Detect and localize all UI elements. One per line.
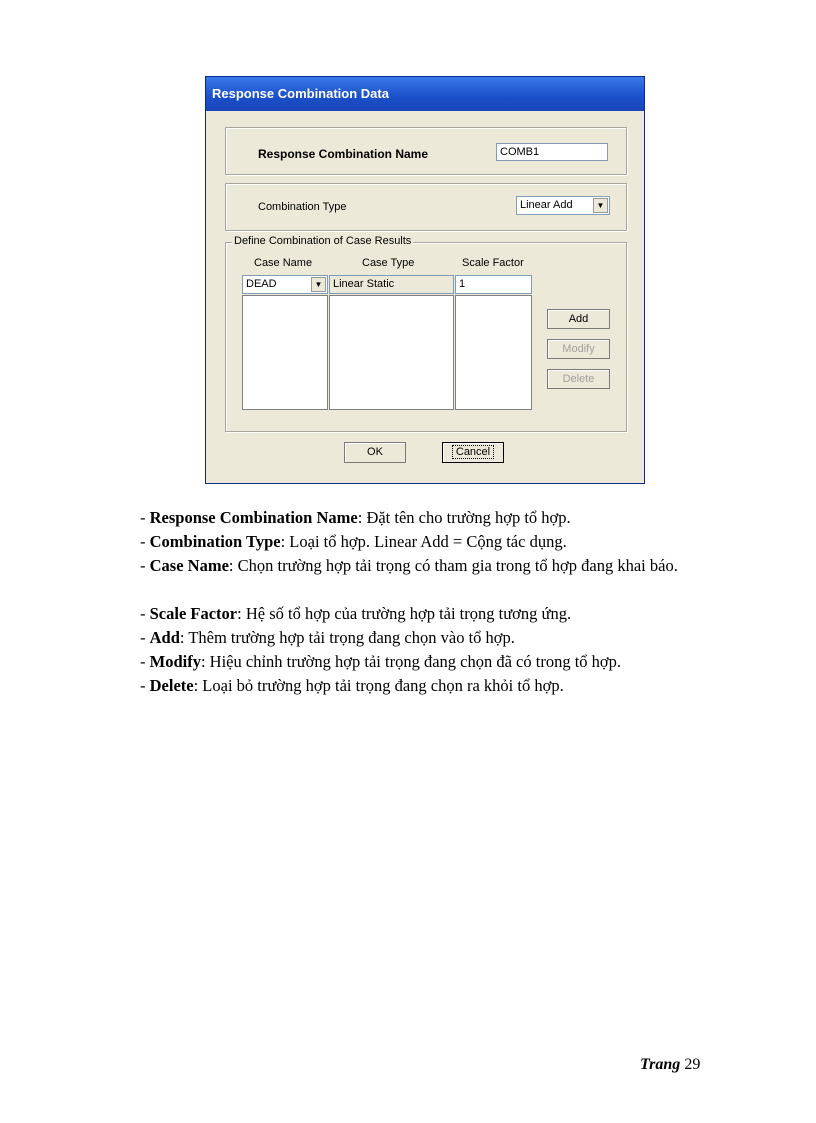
delete-button[interactable]: Delete bbox=[547, 369, 610, 389]
description: : Thêm trường hợp tải trọng đang chọn vào tổ hợp. bbox=[179, 628, 515, 647]
scale-factor-list[interactable] bbox=[455, 295, 532, 410]
chevron-down-icon[interactable]: ▼ bbox=[593, 198, 608, 213]
combination-name-label: Response Combination Name bbox=[258, 147, 429, 161]
column-header-case-name: Case Name bbox=[254, 257, 313, 269]
case-type-list[interactable] bbox=[329, 295, 454, 410]
cancel-label: Cancel bbox=[452, 445, 494, 459]
combination-type-label: Combination Type bbox=[258, 201, 347, 213]
ok-button[interactable]: OK bbox=[344, 442, 406, 463]
description: : Hệ số tổ hợp của trường hợp tải trọng tương ứng. bbox=[237, 604, 572, 623]
term: Delete bbox=[149, 676, 194, 695]
list-item: - Modify: Hiệu chỉnh trường hợp tải trọng đang chọn đã có trong tổ hợp. bbox=[140, 652, 622, 671]
term: Combination Type bbox=[149, 532, 281, 551]
combination-name-input[interactable]: COMB1 bbox=[496, 143, 608, 161]
term: Response Combination Name bbox=[149, 508, 358, 527]
scale-factor-input[interactable]: 1 bbox=[455, 275, 532, 294]
page-number: 29 bbox=[684, 1056, 701, 1073]
description: : Loại bỏ trường hợp tải trọng đang chọn ra khỏi tổ hợp. bbox=[193, 676, 564, 695]
description: : Chọn trường hợp tải trọng có tham gia trong tổ hợp đang khai báo. bbox=[228, 556, 678, 575]
column-header-case-type: Case Type bbox=[362, 257, 415, 269]
list-item: - Case Name: Chọn trường hợp tải trọng có tham gia trong tổ hợp đang khai báo. bbox=[140, 556, 678, 575]
description: : Hiệu chỉnh trường hợp tải trọng đang chọn đã có trong tổ hợp. bbox=[200, 652, 622, 671]
combination-type-value: Linear Add bbox=[520, 199, 573, 211]
case-name-select[interactable] bbox=[242, 275, 328, 294]
list-item: - Response Combination Name: Đặt tên cho trường hợp tổ hợp. bbox=[140, 508, 571, 527]
description: : Đặt tên cho trường hợp tổ hợp. bbox=[357, 508, 571, 527]
modify-button[interactable]: Modify bbox=[547, 339, 610, 359]
term: Add bbox=[149, 628, 180, 647]
term: Case Name bbox=[149, 556, 229, 575]
response-combination-dialog bbox=[205, 76, 645, 484]
list-item: - Add: Thêm trường hợp tải trọng đang chọn vào tổ hợp. bbox=[140, 628, 515, 647]
page-footer bbox=[640, 1056, 700, 1074]
dialog-title: Response Combination Data bbox=[206, 77, 644, 111]
case-name-list[interactable] bbox=[242, 295, 328, 410]
page-label: Trang bbox=[640, 1056, 681, 1073]
case-type-field: Linear Static bbox=[329, 275, 454, 294]
chevron-down-icon[interactable]: ▼ bbox=[311, 277, 326, 292]
combination-type-select[interactable] bbox=[516, 196, 610, 215]
term: Modify bbox=[149, 652, 201, 671]
list-item: - Combination Type: Loại tổ hợp. Linear Add = Cộng tác dụng. bbox=[140, 532, 567, 551]
case-name-value: DEAD bbox=[246, 278, 277, 290]
add-button[interactable]: Add bbox=[547, 309, 610, 329]
list-item: - Scale Factor: Hệ số tổ hợp của trường hợp tải trọng tương ứng. bbox=[140, 604, 572, 623]
case-results-legend: Define Combination of Case Results bbox=[234, 235, 412, 247]
column-header-scale-factor: Scale Factor bbox=[462, 257, 524, 269]
term: Scale Factor bbox=[149, 604, 238, 623]
list-item: - Delete: Loại bỏ trường hợp tải trọng đang chọn ra khỏi tổ hợp. bbox=[140, 676, 564, 695]
description: : Loại tổ hợp. Linear Add = Cộng tác dụng. bbox=[280, 532, 567, 551]
cancel-button[interactable] bbox=[442, 442, 504, 463]
